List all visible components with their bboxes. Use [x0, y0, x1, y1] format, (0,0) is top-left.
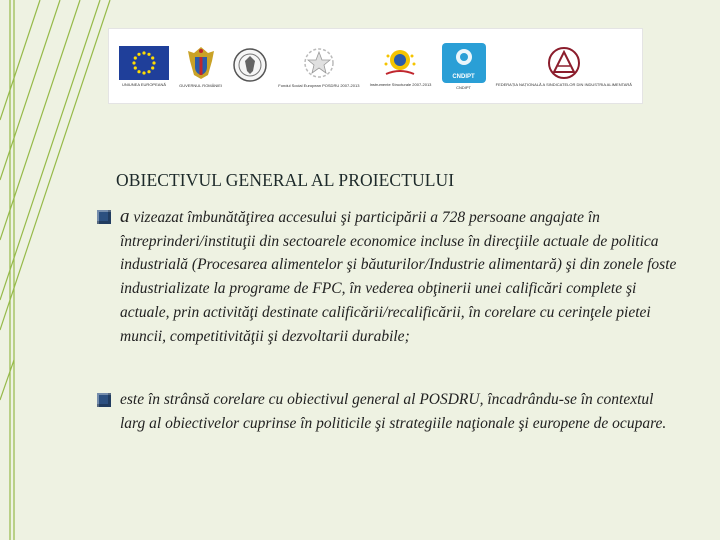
bullet-body: este în strânsă corelare cu obiectivul general al POSDRU, încadrându-se în contextul larg al obiectivelor cuprinse în politicile şi strategiile naţionale şi europene de ocupare. — [120, 391, 667, 432]
instrumente-icon — [380, 46, 420, 80]
federatie-emblem-icon — [544, 46, 584, 80]
logo-caption: Instrumente Structurale 2007-2013 — [369, 81, 432, 87]
fse-logo — [278, 31, 359, 101]
bullet-text-2 — [120, 388, 680, 435]
logo-caption: CNDIPT — [456, 84, 471, 90]
logo-caption: UNIUNEA EUROPEANĂ — [121, 81, 166, 87]
bullet-text-1 — [120, 205, 680, 348]
romania-crest-logo — [179, 31, 222, 101]
coat-of-arms-icon — [184, 45, 218, 81]
bullet-body: vizeazat îmbunătăţirea accesului şi participării a 728 persoane angajate în întreprinderi/instituţii din sectoarele economice incluse în direcţiile actuale de politica industrială (Procesarea alimentelor şi băuturilor/Industrie alimentară) şi din zonele foste industrializate la programe de FPC, în vederea obţinerii unei calificări complete şi actuale, prin activităţi destinate calificării/recalificării, în corelare cu cerinţele pietei muncii, competitivităţii şi dezvoltarii durabile; — [120, 209, 677, 345]
bullet-square-icon — [97, 210, 111, 224]
logo-caption: FEDERAȚIA NAȚIONALĂ A SINDICATELOR DIN INDUSTRIA ALIMENTARĂ — [495, 81, 632, 87]
bullet-first-word: a — [120, 206, 130, 227]
decorative-lines — [0, 0, 120, 540]
fse-star-icon — [299, 45, 339, 81]
cndipt-logo — [442, 31, 486, 101]
federatie-logo — [496, 31, 632, 101]
ministry-seal-logo — [232, 31, 268, 101]
logo-caption: GUVERNUL ROMÂNIEI — [179, 82, 223, 88]
eu-flag-logo — [119, 31, 169, 101]
ministry-seal-icon — [232, 47, 268, 83]
logo-caption: Fondul Social European POSDRU 2007-2013 — [278, 82, 360, 88]
instrumente-structurale-logo — [370, 31, 432, 101]
logo-banner — [108, 28, 643, 104]
cndipt-icon — [442, 43, 486, 83]
bullet-square-icon — [97, 393, 111, 407]
cndipt-label: CNDIPT — [452, 73, 475, 80]
eu-flag-icon — [119, 46, 169, 80]
slide-title: OBIECTIVUL GENERAL AL PROIECTULUI — [116, 170, 455, 190]
